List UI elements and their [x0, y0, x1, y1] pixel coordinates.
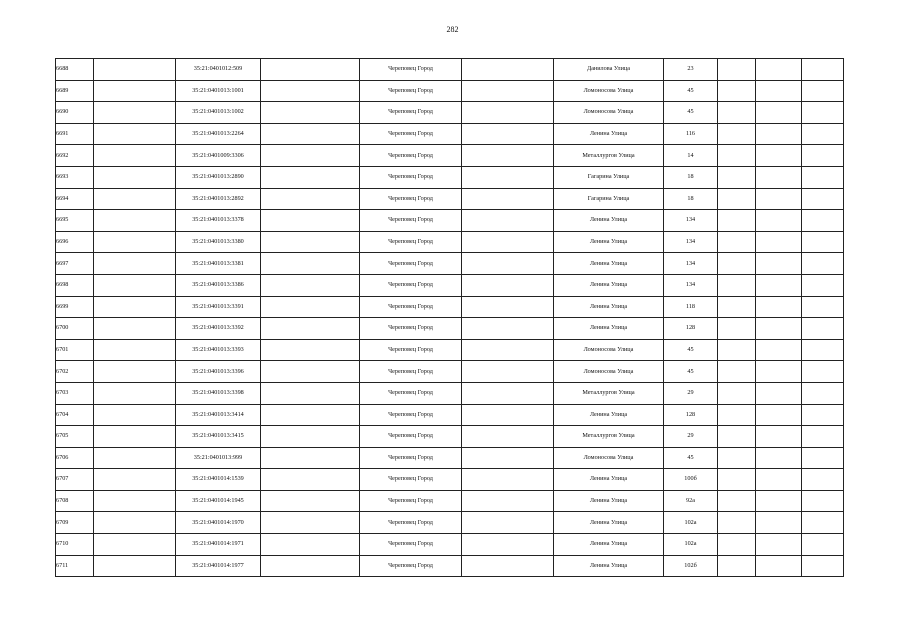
empty-cell: [802, 534, 844, 556]
row-number-cell: 6705: [56, 426, 94, 448]
street-cell: Гагарина Улица: [554, 166, 664, 188]
street-cell: Ленина Улица: [554, 296, 664, 318]
empty-cell: [261, 361, 360, 383]
city-cell: Череповец Город: [360, 490, 462, 512]
registry-table: [55, 58, 844, 577]
city-cell: Череповец Город: [360, 447, 462, 469]
empty-cell: [802, 339, 844, 361]
empty-cell: [462, 490, 554, 512]
cadastral-number-cell: 35:21:0401013:1002: [176, 102, 261, 124]
cadastral-number-cell: 35:21:0401009:3306: [176, 145, 261, 167]
row-number-cell: 6703: [56, 382, 94, 404]
empty-cell: [718, 447, 756, 469]
empty-cell: [94, 231, 176, 253]
empty-cell: [94, 382, 176, 404]
table-row: [56, 469, 844, 491]
house-number-cell: 102а: [664, 534, 718, 556]
cadastral-number-cell: 35:21:0401013:2892: [176, 188, 261, 210]
city-cell: Череповец Город: [360, 231, 462, 253]
house-number-cell: 102б: [664, 555, 718, 577]
empty-cell: [756, 123, 802, 145]
row-number-cell: 6689: [56, 80, 94, 102]
cadastral-number-cell: 35:21:0401014:1945: [176, 490, 261, 512]
empty-cell: [261, 534, 360, 556]
empty-cell: [462, 145, 554, 167]
empty-cell: [718, 534, 756, 556]
house-number-cell: 45: [664, 361, 718, 383]
empty-cell: [462, 274, 554, 296]
row-number-cell: 6702: [56, 361, 94, 383]
house-number-cell: 128: [664, 404, 718, 426]
row-number-cell: 6693: [56, 166, 94, 188]
cadastral-number-cell: 35:21:0401013:3381: [176, 253, 261, 275]
empty-cell: [261, 512, 360, 534]
street-cell: Ленина Улица: [554, 210, 664, 232]
row-number-cell: 6704: [56, 404, 94, 426]
city-cell: Череповец Город: [360, 534, 462, 556]
city-cell: Череповец Город: [360, 253, 462, 275]
empty-cell: [462, 102, 554, 124]
street-cell: Ломоносова Улица: [554, 361, 664, 383]
empty-cell: [718, 166, 756, 188]
table-row: [56, 102, 844, 124]
empty-cell: [94, 555, 176, 577]
table-row: [56, 512, 844, 534]
house-number-cell: 29: [664, 382, 718, 404]
city-cell: Череповец Город: [360, 555, 462, 577]
city-cell: Череповец Город: [360, 426, 462, 448]
empty-cell: [94, 339, 176, 361]
city-cell: Череповец Город: [360, 59, 462, 81]
empty-cell: [718, 123, 756, 145]
empty-cell: [462, 296, 554, 318]
street-cell: Ленина Улица: [554, 490, 664, 512]
empty-cell: [462, 469, 554, 491]
street-cell: Ленина Улица: [554, 534, 664, 556]
cadastral-number-cell: 35:21:0401013:3386: [176, 274, 261, 296]
empty-cell: [261, 145, 360, 167]
empty-cell: [261, 231, 360, 253]
empty-cell: [802, 426, 844, 448]
empty-cell: [718, 145, 756, 167]
empty-cell: [94, 361, 176, 383]
empty-cell: [756, 274, 802, 296]
house-number-cell: 134: [664, 231, 718, 253]
table-row: [56, 210, 844, 232]
table-row: [56, 447, 844, 469]
table-body: [56, 59, 844, 577]
empty-cell: [462, 80, 554, 102]
street-cell: Ленина Улица: [554, 512, 664, 534]
row-number-cell: 6710: [56, 534, 94, 556]
empty-cell: [718, 512, 756, 534]
city-cell: Череповец Город: [360, 80, 462, 102]
cadastral-number-cell: 35:21:0401013:3392: [176, 318, 261, 340]
house-number-cell: 45: [664, 447, 718, 469]
empty-cell: [462, 339, 554, 361]
empty-cell: [802, 555, 844, 577]
table-row: [56, 253, 844, 275]
empty-cell: [802, 231, 844, 253]
table-row: [56, 274, 844, 296]
row-number-cell: 6694: [56, 188, 94, 210]
empty-cell: [756, 512, 802, 534]
house-number-cell: 128: [664, 318, 718, 340]
street-cell: Ленина Улица: [554, 231, 664, 253]
street-cell: Ленина Улица: [554, 274, 664, 296]
house-number-cell: 45: [664, 80, 718, 102]
empty-cell: [462, 361, 554, 383]
table-row: [56, 555, 844, 577]
empty-cell: [462, 426, 554, 448]
row-number-cell: 6708: [56, 490, 94, 512]
city-cell: Череповец Город: [360, 102, 462, 124]
empty-cell: [261, 404, 360, 426]
cadastral-number-cell: 35:21:0401013:1001: [176, 80, 261, 102]
empty-cell: [718, 59, 756, 81]
empty-cell: [462, 166, 554, 188]
empty-cell: [802, 166, 844, 188]
street-cell: Ленина Улица: [554, 469, 664, 491]
empty-cell: [261, 296, 360, 318]
row-number-cell: 6701: [56, 339, 94, 361]
row-number-cell: 6706: [56, 447, 94, 469]
row-number-cell: 6697: [56, 253, 94, 275]
empty-cell: [94, 469, 176, 491]
empty-cell: [802, 404, 844, 426]
empty-cell: [756, 404, 802, 426]
table-row: [56, 490, 844, 512]
city-cell: Череповец Город: [360, 166, 462, 188]
row-number-cell: 6691: [56, 123, 94, 145]
city-cell: Череповец Город: [360, 145, 462, 167]
table-row: [56, 145, 844, 167]
empty-cell: [756, 102, 802, 124]
empty-cell: [261, 490, 360, 512]
empty-cell: [718, 469, 756, 491]
table-row: [56, 231, 844, 253]
empty-cell: [718, 274, 756, 296]
table-row: [56, 59, 844, 81]
empty-cell: [802, 253, 844, 275]
empty-cell: [756, 490, 802, 512]
empty-cell: [261, 166, 360, 188]
street-cell: Ленина Улица: [554, 123, 664, 145]
empty-cell: [802, 59, 844, 81]
house-number-cell: 29: [664, 426, 718, 448]
empty-cell: [718, 426, 756, 448]
cadastral-number-cell: 35:21:0401013:3378: [176, 210, 261, 232]
city-cell: Череповец Город: [360, 404, 462, 426]
empty-cell: [718, 318, 756, 340]
empty-cell: [756, 339, 802, 361]
empty-cell: [802, 274, 844, 296]
empty-cell: [94, 426, 176, 448]
row-number-cell: 6696: [56, 231, 94, 253]
empty-cell: [802, 382, 844, 404]
table-row: [56, 188, 844, 210]
empty-cell: [756, 80, 802, 102]
empty-cell: [802, 80, 844, 102]
empty-cell: [94, 447, 176, 469]
empty-cell: [94, 253, 176, 275]
empty-cell: [718, 382, 756, 404]
empty-cell: [261, 253, 360, 275]
row-number-cell: 6707: [56, 469, 94, 491]
empty-cell: [462, 555, 554, 577]
street-cell: Ленина Улица: [554, 253, 664, 275]
table-row: [56, 534, 844, 556]
empty-cell: [756, 253, 802, 275]
street-cell: Гагарина Улица: [554, 188, 664, 210]
house-number-cell: 18: [664, 166, 718, 188]
table-row: [56, 426, 844, 448]
table-row: [56, 361, 844, 383]
empty-cell: [462, 210, 554, 232]
city-cell: Череповец Город: [360, 339, 462, 361]
table-row: [56, 123, 844, 145]
empty-cell: [718, 490, 756, 512]
cadastral-number-cell: 35:21:0401014:1539: [176, 469, 261, 491]
empty-cell: [756, 382, 802, 404]
house-number-cell: 134: [664, 274, 718, 296]
table-row: [56, 382, 844, 404]
page-number: 282: [446, 25, 459, 34]
street-cell: Ленина Улица: [554, 555, 664, 577]
empty-cell: [94, 59, 176, 81]
street-cell: Металлургов Улица: [554, 145, 664, 167]
street-cell: Ломоносова Улица: [554, 447, 664, 469]
empty-cell: [756, 555, 802, 577]
empty-cell: [261, 274, 360, 296]
table-row: [56, 166, 844, 188]
empty-cell: [462, 253, 554, 275]
empty-cell: [718, 339, 756, 361]
empty-cell: [462, 59, 554, 81]
empty-cell: [462, 404, 554, 426]
empty-cell: [94, 166, 176, 188]
table-row: [56, 296, 844, 318]
house-number-cell: 92а: [664, 490, 718, 512]
cadastral-number-cell: 35:21:0401013:3396: [176, 361, 261, 383]
cadastral-number-cell: 35:21:0401014:1971: [176, 534, 261, 556]
row-number-cell: 6709: [56, 512, 94, 534]
empty-cell: [718, 555, 756, 577]
row-number-cell: 6692: [56, 145, 94, 167]
empty-cell: [756, 318, 802, 340]
house-number-cell: 14: [664, 145, 718, 167]
empty-cell: [718, 361, 756, 383]
row-number-cell: 6698: [56, 274, 94, 296]
cadastral-number-cell: 35:21:0401013:2890: [176, 166, 261, 188]
city-cell: Череповец Город: [360, 210, 462, 232]
cadastral-number-cell: 35:21:0401013:999: [176, 447, 261, 469]
row-number-cell: 6695: [56, 210, 94, 232]
city-cell: Череповец Город: [360, 188, 462, 210]
empty-cell: [802, 210, 844, 232]
empty-cell: [94, 404, 176, 426]
cadastral-number-cell: 35:21:0401014:1970: [176, 512, 261, 534]
empty-cell: [718, 210, 756, 232]
city-cell: Череповец Город: [360, 361, 462, 383]
city-cell: Череповец Город: [360, 123, 462, 145]
empty-cell: [462, 318, 554, 340]
empty-cell: [718, 253, 756, 275]
empty-cell: [802, 512, 844, 534]
empty-cell: [94, 296, 176, 318]
empty-cell: [261, 469, 360, 491]
row-number-cell: 6690: [56, 102, 94, 124]
empty-cell: [462, 188, 554, 210]
empty-cell: [94, 318, 176, 340]
empty-cell: [261, 339, 360, 361]
city-cell: Череповец Город: [360, 296, 462, 318]
empty-cell: [802, 361, 844, 383]
cadastral-number-cell: 35:21:0401013:3415: [176, 426, 261, 448]
empty-cell: [756, 231, 802, 253]
street-cell: Данилова Улица: [554, 59, 664, 81]
table-row: [56, 318, 844, 340]
empty-cell: [756, 361, 802, 383]
empty-cell: [261, 382, 360, 404]
empty-cell: [94, 490, 176, 512]
city-cell: Череповец Город: [360, 274, 462, 296]
cadastral-number-cell: 35:21:0401013:3398: [176, 382, 261, 404]
city-cell: Череповец Город: [360, 318, 462, 340]
empty-cell: [261, 102, 360, 124]
empty-cell: [718, 80, 756, 102]
empty-cell: [462, 512, 554, 534]
row-number-cell: 6711: [56, 555, 94, 577]
house-number-cell: 45: [664, 102, 718, 124]
empty-cell: [261, 210, 360, 232]
street-cell: Ломоносова Улица: [554, 102, 664, 124]
empty-cell: [94, 188, 176, 210]
empty-cell: [756, 210, 802, 232]
cadastral-number-cell: 35:21:0401012:509: [176, 59, 261, 81]
empty-cell: [261, 318, 360, 340]
cadastral-number-cell: 35:21:0401013:3414: [176, 404, 261, 426]
empty-cell: [718, 102, 756, 124]
empty-cell: [261, 188, 360, 210]
empty-cell: [94, 80, 176, 102]
city-cell: Череповец Город: [360, 512, 462, 534]
cadastral-number-cell: 35:21:0401014:1977: [176, 555, 261, 577]
cadastral-number-cell: 35:21:0401013:3393: [176, 339, 261, 361]
empty-cell: [261, 426, 360, 448]
row-number-cell: 6700: [56, 318, 94, 340]
house-number-cell: 118: [664, 296, 718, 318]
empty-cell: [802, 296, 844, 318]
empty-cell: [756, 188, 802, 210]
city-cell: Череповец Город: [360, 382, 462, 404]
empty-cell: [756, 296, 802, 318]
empty-cell: [802, 123, 844, 145]
empty-cell: [462, 534, 554, 556]
street-cell: Металлургов Улица: [554, 382, 664, 404]
empty-cell: [462, 382, 554, 404]
empty-cell: [756, 59, 802, 81]
empty-cell: [756, 534, 802, 556]
street-cell: Ленина Улица: [554, 404, 664, 426]
empty-cell: [462, 447, 554, 469]
house-number-cell: 116: [664, 123, 718, 145]
empty-cell: [94, 512, 176, 534]
empty-cell: [94, 274, 176, 296]
empty-cell: [718, 404, 756, 426]
empty-cell: [802, 490, 844, 512]
cadastral-number-cell: 35:21:0401013:3380: [176, 231, 261, 253]
empty-cell: [756, 469, 802, 491]
empty-cell: [261, 59, 360, 81]
table-row: [56, 404, 844, 426]
house-number-cell: 100б: [664, 469, 718, 491]
empty-cell: [756, 447, 802, 469]
empty-cell: [802, 188, 844, 210]
street-cell: Ломоносова Улица: [554, 339, 664, 361]
cadastral-number-cell: 35:21:0401013:3391: [176, 296, 261, 318]
empty-cell: [94, 123, 176, 145]
empty-cell: [94, 210, 176, 232]
empty-cell: [802, 318, 844, 340]
empty-cell: [94, 145, 176, 167]
empty-cell: [261, 123, 360, 145]
empty-cell: [756, 426, 802, 448]
street-cell: Ломоносова Улица: [554, 80, 664, 102]
empty-cell: [94, 102, 176, 124]
row-number-cell: 6699: [56, 296, 94, 318]
street-cell: Ленина Улица: [554, 318, 664, 340]
empty-cell: [718, 231, 756, 253]
house-number-cell: 18: [664, 188, 718, 210]
house-number-cell: 134: [664, 210, 718, 232]
empty-cell: [261, 80, 360, 102]
street-cell: Металлургов Улица: [554, 426, 664, 448]
empty-cell: [261, 447, 360, 469]
empty-cell: [462, 231, 554, 253]
table-row: [56, 339, 844, 361]
cadastral-number-cell: 35:21:0401013:2264: [176, 123, 261, 145]
empty-cell: [802, 102, 844, 124]
house-number-cell: 23: [664, 59, 718, 81]
empty-cell: [261, 555, 360, 577]
empty-cell: [756, 145, 802, 167]
empty-cell: [802, 469, 844, 491]
table-row: [56, 80, 844, 102]
city-cell: Череповец Город: [360, 469, 462, 491]
house-number-cell: 45: [664, 339, 718, 361]
empty-cell: [718, 188, 756, 210]
house-number-cell: 102а: [664, 512, 718, 534]
empty-cell: [802, 145, 844, 167]
empty-cell: [802, 447, 844, 469]
empty-cell: [718, 296, 756, 318]
row-number-cell: 6688: [56, 59, 94, 81]
empty-cell: [94, 534, 176, 556]
house-number-cell: 134: [664, 253, 718, 275]
empty-cell: [756, 166, 802, 188]
empty-cell: [462, 123, 554, 145]
